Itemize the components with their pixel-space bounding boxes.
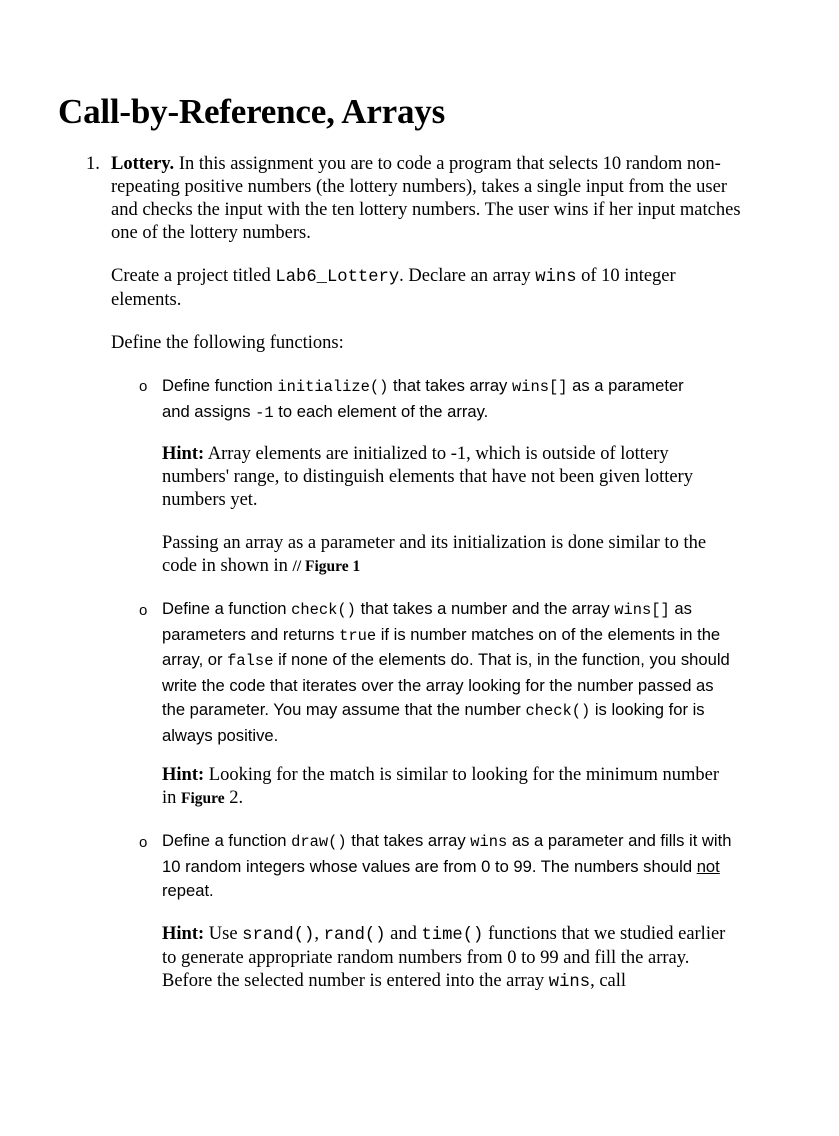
text-span: as parameters and returns xyxy=(162,599,692,644)
bullet-marker: o xyxy=(139,378,148,395)
text-span: , call xyxy=(590,971,627,991)
create-project-paragraph xyxy=(111,265,736,312)
text-span: that takes array xyxy=(346,831,471,850)
code-wins-array: wins[] xyxy=(614,601,670,619)
code-false: false xyxy=(227,652,274,670)
code-project-name: Lab6_Lottery xyxy=(275,268,400,287)
hint-label: Hint: xyxy=(162,765,205,785)
text-span: is looking for is always positive. xyxy=(162,700,705,745)
check-function-paragraph xyxy=(162,597,740,748)
initialize-hint-paragraph xyxy=(162,443,740,512)
list-number: 1. xyxy=(86,154,100,174)
define-functions-paragraph: Define the following functions: xyxy=(111,333,344,353)
hint-label: Hint: xyxy=(162,924,205,944)
code-wins: wins xyxy=(470,833,508,851)
text-span: Define function xyxy=(162,376,278,395)
check-hint-paragraph xyxy=(162,764,722,810)
code-initialize: initialize() xyxy=(277,378,389,396)
text-span: to each element of the array. xyxy=(273,401,489,421)
code-rand: rand() xyxy=(323,926,386,945)
text-span: as a parameter and assigns xyxy=(162,376,684,421)
text-span: repeat. xyxy=(162,881,214,900)
lottery-intro-paragraph xyxy=(111,153,746,245)
passing-array-paragraph xyxy=(162,532,732,578)
code-draw: draw() xyxy=(291,833,347,851)
text-span: if none of the elements do. That is, in the function, you should write the code that iterates over the array looking for the number passed as the parameter. You may assume that the number xyxy=(162,650,730,719)
code-time: time() xyxy=(421,926,484,945)
text-span: as a parameter and fills it with 10 random integers whose values are from 0 to 99. The numbers should xyxy=(162,831,732,876)
code-check: check() xyxy=(291,601,356,619)
code-wins: wins xyxy=(548,973,591,992)
text-span: if is number matches on of the elements in the array, or xyxy=(162,624,721,669)
hint-label: Hint: xyxy=(162,444,205,464)
figure-2-reference: Figure xyxy=(181,790,225,807)
lottery-heading: Lottery. xyxy=(111,154,175,174)
text-span: Define a function xyxy=(162,599,292,618)
text-span: of 10 integer elements. xyxy=(111,266,676,310)
code-minus-one: -1 xyxy=(255,403,274,422)
bullet-marker: o xyxy=(139,834,148,851)
text-span: . Declare an array xyxy=(399,266,536,286)
text-span: 2. xyxy=(224,788,244,808)
text-span: that takes a number and the array xyxy=(355,599,615,618)
draw-function-paragraph xyxy=(162,829,732,904)
figure-1-reference: // Figure 1 xyxy=(292,558,361,575)
text-span: Define a function xyxy=(162,831,292,850)
page-title: Call-by-Reference, Arrays xyxy=(58,92,446,131)
code-wins-array: wins[] xyxy=(511,378,568,396)
bullet-marker: o xyxy=(139,602,148,619)
underlined-not: not xyxy=(696,856,720,876)
text-span: that takes array xyxy=(388,376,512,395)
initialize-function-paragraph xyxy=(162,374,702,425)
code-true: true xyxy=(339,626,377,645)
draw-hint-paragraph xyxy=(162,923,740,994)
code-check: check() xyxy=(525,702,591,720)
text-span: and xyxy=(385,924,422,944)
text-span: Passing an array as a parameter and its initialization is done similar to the code in shown in xyxy=(162,533,707,576)
hint-text: Looking for the match is similar to looking for the minimum number in xyxy=(162,765,719,808)
text-span: , xyxy=(314,924,324,944)
lottery-intro-text: In this assignment you are to code a program that selects 10 random non-repeating positive numbers (the lottery numbers), takes a single input from the user and checks the input with the ten lottery numbers. The user wins if her input matches one of the lottery numbers. xyxy=(111,154,741,243)
code-srand: srand() xyxy=(242,926,315,945)
text-span: Use xyxy=(204,924,243,944)
text-span: functions that we studied earlier to generate appropriate random numbers from 0 to 99 and fill the array. Before the selected number is entered into the array xyxy=(162,924,726,991)
code-wins: wins xyxy=(535,268,577,287)
text-span: Create a project titled xyxy=(111,266,276,286)
hint-text: Array elements are initialized to -1, which is outside of lottery numbers' range, to distinguish elements that have not been given lottery numbers yet. xyxy=(162,444,693,510)
